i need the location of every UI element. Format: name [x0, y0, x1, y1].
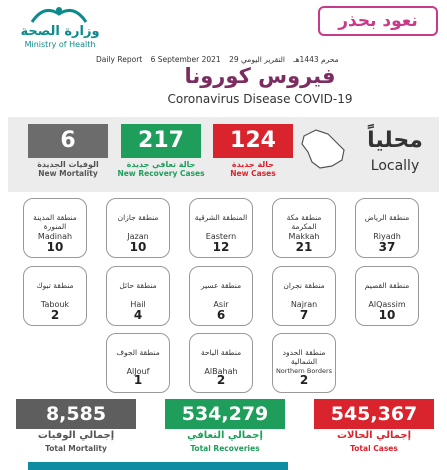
region-value-albahah: 2 — [216, 373, 226, 387]
region-value-eastern: 12 — [212, 240, 230, 254]
region-value-hail: 4 — [133, 308, 143, 322]
region-label-ar: منطقة مكة المكرمة — [286, 213, 322, 231]
region-value-riyadh: 37 — [378, 240, 396, 254]
region-label-en: AlQassim — [368, 300, 406, 309]
total-cases-value: 545,367 — [314, 399, 434, 429]
region-label-en: Eastern — [205, 232, 237, 241]
region-label-en: Makkah — [288, 232, 320, 241]
region-value-northern-borders: 2 — [299, 373, 309, 387]
ministry-name-en: Ministry of Health — [24, 40, 96, 49]
report-hijri: 29 محرم 1443هـ — [229, 55, 339, 64]
new-mortality-value: 6 — [28, 124, 108, 158]
region-value-madinah: 10 — [46, 240, 64, 254]
total-cases-label-ar: إجمالي الحالات — [336, 430, 412, 441]
region-label-en: Riyadh — [373, 232, 401, 241]
region-label-ar: منطقة عسير — [200, 281, 242, 290]
report-date: 6 September 2021 — [150, 55, 221, 64]
report-line — [96, 55, 426, 64]
region-label-ar: منطقة الرياض — [364, 213, 410, 222]
region-label-en: Asir — [213, 300, 229, 309]
new-recovery-label-en: New Recovery Cases — [117, 169, 205, 178]
total-recoveries-label-ar: إجمالي التعافي — [187, 430, 263, 441]
region-value-asir: 6 — [216, 308, 226, 322]
region-label-en: Najran — [290, 300, 318, 309]
region-label-ar: منطقة نجران — [283, 281, 325, 290]
new-mortality-label-ar: الوفيات الجديدة — [37, 160, 99, 169]
region-label-ar: منطقة القصيم — [364, 281, 410, 290]
report-en: Daily Report — [96, 55, 143, 64]
locally-ar: محلياً — [367, 128, 423, 153]
region-value-jazan: 10 — [129, 240, 147, 254]
new-cases-value: 124 — [213, 124, 293, 158]
report-ar: التقرير اليومي — [241, 55, 285, 64]
saudi-map-icon — [298, 128, 348, 170]
region-label-ar: منطقة حائل — [119, 281, 157, 290]
region-label-en: Madinah — [37, 232, 73, 241]
total-mortality-value: 8,585 — [16, 399, 136, 429]
region-label-ar: منطقة تبوك — [36, 281, 74, 290]
total-mortality-label-en: Total Mortality — [45, 444, 107, 453]
locally-en: Locally — [370, 158, 420, 174]
new-cases-label-ar: حالة جديدة — [231, 160, 275, 169]
region-label-ar: منطقة المدينة المنورة — [33, 213, 77, 231]
campaign-badge: نعود بحذر — [318, 6, 438, 36]
region-label-en: Northern Borders — [275, 367, 333, 375]
region-label-en: Hail — [130, 300, 146, 309]
region-value-najran: 7 — [299, 308, 309, 322]
title-ar: فيروس كورونا — [184, 64, 336, 88]
total-recoveries-value: 534,279 — [165, 399, 285, 429]
new-recovery-label-ar: حالة تعافي جديدة — [126, 160, 196, 169]
region-label-ar: منطقة الجوف — [116, 348, 160, 357]
region-label-en: Tabouk — [40, 300, 70, 309]
region-value-tabouk: 2 — [50, 308, 60, 322]
region-value-alqassim: 10 — [378, 308, 396, 322]
total-recoveries-label-en: Total Recoveries — [190, 444, 260, 453]
region-label-ar: المنطقة الشرقية — [194, 213, 248, 222]
total-cases-label-en: Total Cases — [350, 444, 398, 453]
region-label-en: AlBahah — [204, 367, 238, 376]
region-value-makkah: 21 — [295, 240, 313, 254]
total-mortality-label-ar: إجمالي الوفيات — [37, 430, 115, 441]
region-label-en: AlJouf — [126, 367, 150, 376]
ministry-name-ar: وزارة الصحة — [20, 24, 100, 39]
bottom-banner-strip — [28, 462, 288, 470]
new-mortality-label-en: New Mortality — [38, 169, 98, 178]
title-en: Coronavirus Disease COVID-19 — [167, 92, 353, 106]
new-recovery-value: 217 — [121, 124, 201, 158]
region-label-ar: منطقة الحدود الشمالية — [282, 348, 326, 366]
ministry-logo-icon — [28, 2, 90, 26]
region-label-en: Jazan — [127, 232, 149, 241]
region-label-ar: منطقة الباحة — [200, 348, 242, 357]
new-cases-label-en: New Cases — [230, 169, 276, 178]
region-value-aljouf: 1 — [133, 373, 143, 387]
region-label-ar: منطقة جازان — [117, 213, 159, 222]
